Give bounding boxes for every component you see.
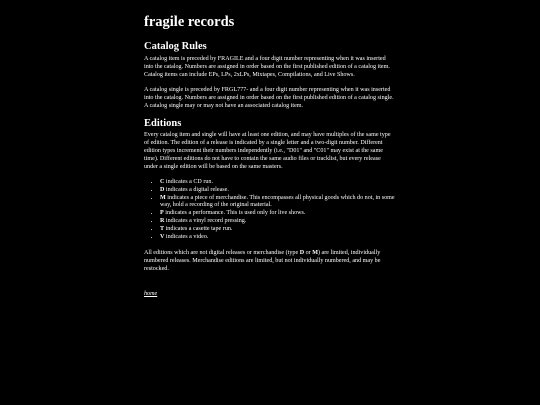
list-item [160,226,396,234]
editions-limited-paragraph [144,250,396,274]
list-item [160,179,396,187]
catalog-rules-section [144,41,396,110]
edition-letter: P [160,210,164,217]
editions-section [144,118,396,274]
edition-letter: M [160,194,166,201]
edition-description: indicates a video. [164,234,209,241]
edition-letter: R [160,218,165,225]
list-item [160,187,396,195]
edition-letter-d: D [299,250,305,257]
catalog-rules-heading: Catalog Rules [144,41,207,53]
editions-intro-paragraph: Every catalog item and single will have at least one edition, and may have multiples of the same type of edition. The edition of a release is indicated by a single letter and a two-digit number. Different edition types increment their numbers independently (i.e., "D01" and "C01" may exist at the same time). Different editions do not have to contain the same audio files or tracklist, but every release under a single edition will be based on the same masters. [144,132,391,170]
edition-description: indicates a vinyl record pressing. [164,218,247,225]
editions-heading: Editions [144,117,182,129]
page-title: fragile records [144,14,235,30]
catalog-single-paragraph: A catalog single is preceded by FRGL777- and a four digit number representing when it was inserted into the catalog. Numbers are assigned in order based on the first published edition of a catalog single. A catalog single may or may not have an associated catalog item. [144,86,394,109]
list-item [160,210,396,218]
edition-letter: C [160,178,165,185]
edition-letter-m: M [312,250,318,257]
edition-description: indicates a performance. This is used only for live shows. [163,210,306,217]
limited-text-part: All editions which are not digital releases or merchandise (type [144,250,300,257]
limited-text-part: ) are limited, individually numbered releases. Merchandise editions are limited, but not individually numbered, and may be restocked. [144,250,381,272]
edition-letter: D [160,186,165,193]
edition-types-list [144,179,396,242]
edition-letter: T [160,226,165,233]
edition-description: indicates a casette tape run. [164,226,233,233]
edition-letter: V [160,234,165,241]
edition-description: indicates a CD run. [164,178,213,185]
edition-description: indicates a piece of merchandise. This encompasses all physical goods which do not, in some way, hold a recording of the original material. [160,194,395,209]
list-item [160,218,396,226]
edition-description: indicates a digital release. [164,186,229,193]
list-item [160,195,396,211]
catalog-item-paragraph: A catalog item is preceded by FRAGILE and a four digit number representing when it was inserted into the catalog. Numbers are assigned in order based on the first published edition of a catalog item. Catalog items can include EPs, LPs, 2xLPs, Mixtapes, Compilations, and Live Shows. [144,55,390,78]
home-link[interactable]: home [144,290,158,297]
list-item [160,234,396,242]
page-content [144,14,396,300]
limited-text-part: or [304,250,313,257]
